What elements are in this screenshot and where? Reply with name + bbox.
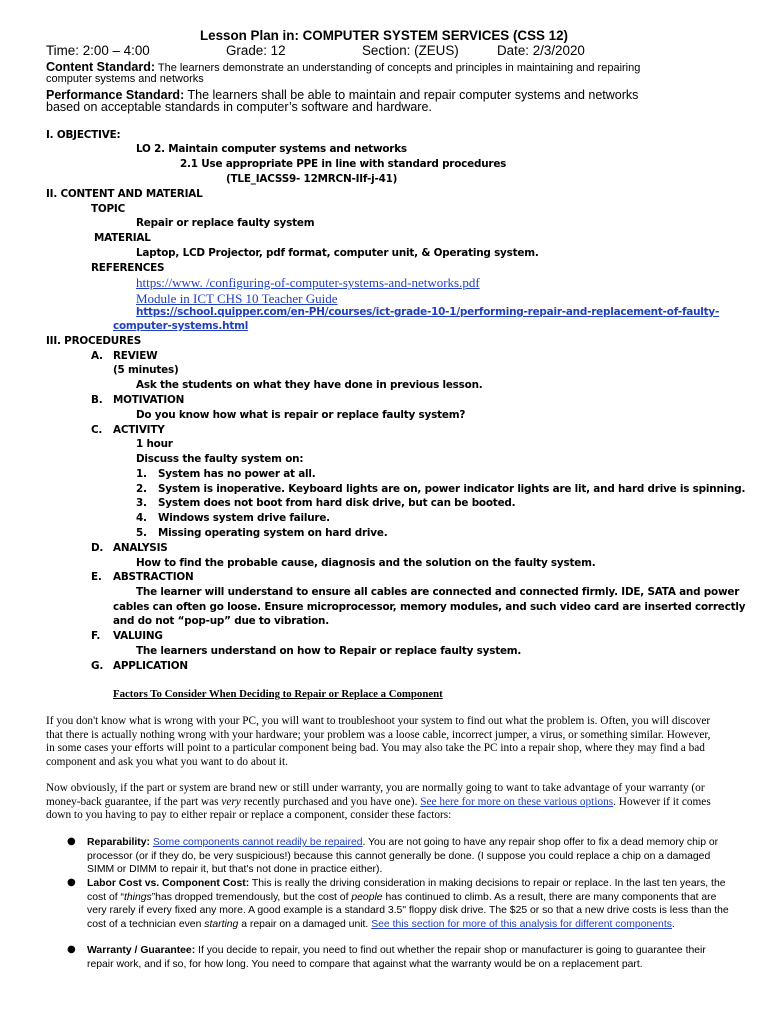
abstraction-text-line: The learner will understand to ensure all cables are connected and connected firmly. IDE, SATA and power — [136, 586, 740, 598]
content-heading: II. CONTENT AND MATERIAL — [46, 188, 203, 200]
factors-paragraph-1: If you don't know what is wrong with your PC, you will want to troubleshoot your system to find out what the problem is. Often, you will discover that there is actually nothing wrong with your hardware; your problem was a loose cable, incorrect jumper, a virus, or something similar. However, in some cases your efforts will point to a particular component being bad. You may also take the PC into a repair shop, where they may find a bad component and ask you what you want to do about it. — [46, 715, 711, 768]
time-field: Time: 2:00 – 4:00 — [46, 43, 150, 58]
material-value: Laptop, LCD Projector, pdf format, computer unit, & Operating system. — [136, 247, 539, 259]
review-time: (5 minutes) — [113, 364, 179, 376]
factor-label: Labor Cost vs. Component Cost: — [87, 878, 250, 889]
objective-sub: 2.1 Use appropriate PPE in line with standard procedures — [180, 158, 507, 170]
material-label: MATERIAL — [94, 232, 151, 244]
page-title: Lesson Plan in: COMPUTER SYSTEM SERVICES (CSS 12) — [199, 28, 569, 43]
valuing-text: The learners understand on how to Repair or replace faulty system. — [136, 645, 522, 657]
abstraction-label: ABSTRACTION — [113, 571, 194, 583]
content-standard-label: Content Standard: — [46, 60, 156, 74]
section-field: Section: (ZEUS) — [362, 43, 459, 58]
activity-label: ACTIVITY — [113, 424, 165, 436]
objective-heading: I. OBJECTIVE: — [46, 129, 121, 141]
review-letter: A. — [91, 350, 103, 362]
analysis-link[interactable]: See this section for more of this analysis for different components — [371, 918, 672, 930]
motivation-text: Do you know how what is repair or replace faulty system? — [136, 409, 466, 421]
performance-standard-text-cont: based on acceptable standards in computer’s software and hardware. — [46, 100, 432, 114]
objective-code: (TLE_IACSS9- 12MRCN-IIf-j-41) — [226, 173, 398, 185]
objective-lo: LO 2. Maintain computer systems and networks — [136, 143, 407, 155]
topic-label: TOPIC — [91, 203, 126, 215]
date-field: Date: 2/3/2020 — [497, 43, 585, 58]
activity-item-num: 5. — [136, 527, 147, 539]
activity-item-num: 3. — [136, 497, 147, 509]
factors-title: Factors To Consider When Deciding to Repair or Replace a Component — [113, 688, 443, 700]
review-text: Ask the students on what they have done in previous lesson. — [136, 379, 483, 391]
content-standard-text-cont: computer systems and networks — [46, 73, 204, 85]
activity-item-num: 2. — [136, 483, 147, 495]
procedures-heading: III. PROCEDURES — [46, 335, 141, 347]
activity-item-text: System does not boot from hard disk drive, but can be booted. — [158, 497, 516, 509]
activity-letter: C. — [91, 424, 103, 436]
analysis-label: ANALYSIS — [113, 542, 168, 554]
references-label: REFERENCES — [91, 262, 165, 274]
activity-item-text: Windows system drive failure. — [158, 512, 330, 524]
performance-standard-text: The learners shall be able to maintain and repair computer systems and networks — [184, 88, 639, 102]
performance-standard-label: Performance Standard: — [46, 88, 185, 102]
motivation-label: MOTIVATION — [113, 394, 185, 406]
factor-label: Reparability: — [87, 837, 150, 848]
activity-item-text: Missing operating system on hard drive. — [158, 527, 388, 539]
bullet-icon: ● — [67, 877, 76, 888]
activity-item-text: System is inoperative. Keyboard lights are on, power indicator lights are lit, and hard drive is spinning. — [158, 483, 746, 495]
activity-item-text: System has no power at all. — [158, 468, 316, 480]
factor-warranty: Warranty / Guarantee: If you decide to repair, you need to find out whether the repair shop or manufacturer is going to guarantee their repair work, and if so, for how long. You need to compare that against what the warranty would be on a replacement part. — [87, 945, 706, 970]
activity-item-num: 1. — [136, 468, 147, 480]
grade-field: Grade: 12 — [226, 43, 286, 58]
reference-link-1[interactable]: https://www. /configuring-of-computer-systems-and-networks.pdf — [136, 275, 480, 290]
topic-value: Repair or replace faulty system — [136, 217, 315, 229]
reference-link-3[interactable]: https://school.quipper.com/en-PH/courses/ict-grade-10-1/performing-repair-and-replacement-of-faulty- — [136, 306, 720, 318]
factors-paragraph-2: Now obviously, if the part or system are brand new or still under warranty, you are normally going to want to take advantage of your warranty (or money-back guarantee, if the part was very recently purchased and you have one). See here for more on these various options. However if it comes down to you having to pay to either repair or replace a component, consider these factors: — [46, 782, 711, 822]
reference-link-3-cont[interactable]: computer-systems.html — [113, 320, 249, 332]
factor-reparability: Reparability: Some components cannot readily be repaired. You are not going to have any repair shop offer to fix a dead memory chip or processor (or if they do, be very suspicious!) because this cannot generally be done. (I suppose you could replace a chip on a damaged SIMM or DIMM to repair it, but that's not done in practice either). — [87, 837, 719, 876]
factor-labor-cost: Labor Cost vs. Component Cost: This is really the driving consideration in making decisions to repair or replace. In the last ten years, the cost of “things”has dropped tremendously, but the cost of people has continued to climb. As a result, there are many components that are very rarely if every fixed any more. A good example is a standard 3.5" floppy disk drive. The $25 or so that a new drive costs is less than the cost of a technician even starting a repair on a damaged unit. See this section for more of this analysis for different components. — [87, 878, 729, 930]
content-standard-text: The learners demonstrate an understanding of concepts and principles in maintaining and repairing — [155, 62, 641, 74]
reference-link-2[interactable]: Module in ICT CHS 10 Teacher Guide — [136, 291, 338, 306]
factor-label: Warranty / Guarantee: — [87, 945, 196, 956]
abstraction-text-line: and do not “pop-up” due to vibration. — [113, 615, 329, 627]
activity-item-num: 4. — [136, 512, 147, 524]
review-label: REVIEW — [113, 350, 158, 362]
valuing-label: VALUING — [113, 630, 163, 642]
analysis-letter: D. — [91, 542, 104, 554]
bullet-icon: ● — [67, 944, 76, 955]
activity-intro: Discuss the faulty system on: — [136, 453, 304, 465]
motivation-letter: B. — [91, 394, 103, 406]
reparability-link[interactable]: Some components cannot readily be repaired — [152, 837, 363, 848]
options-link[interactable]: See here for more on these various options — [420, 795, 614, 808]
abstraction-text-line: cables can often go loose. Ensure microprocessor, memory modules, and such video card are inserted correctly — [113, 601, 746, 613]
abstraction-letter: E. — [91, 571, 102, 583]
application-letter: G. — [91, 660, 104, 672]
activity-time: 1 hour — [136, 438, 173, 450]
valuing-letter: F. — [91, 630, 101, 642]
bullet-icon: ● — [67, 836, 76, 847]
application-label: APPLICATION — [113, 660, 188, 672]
analysis-text: How to find the probable cause, diagnosis and the solution on the faulty system. — [136, 557, 596, 569]
